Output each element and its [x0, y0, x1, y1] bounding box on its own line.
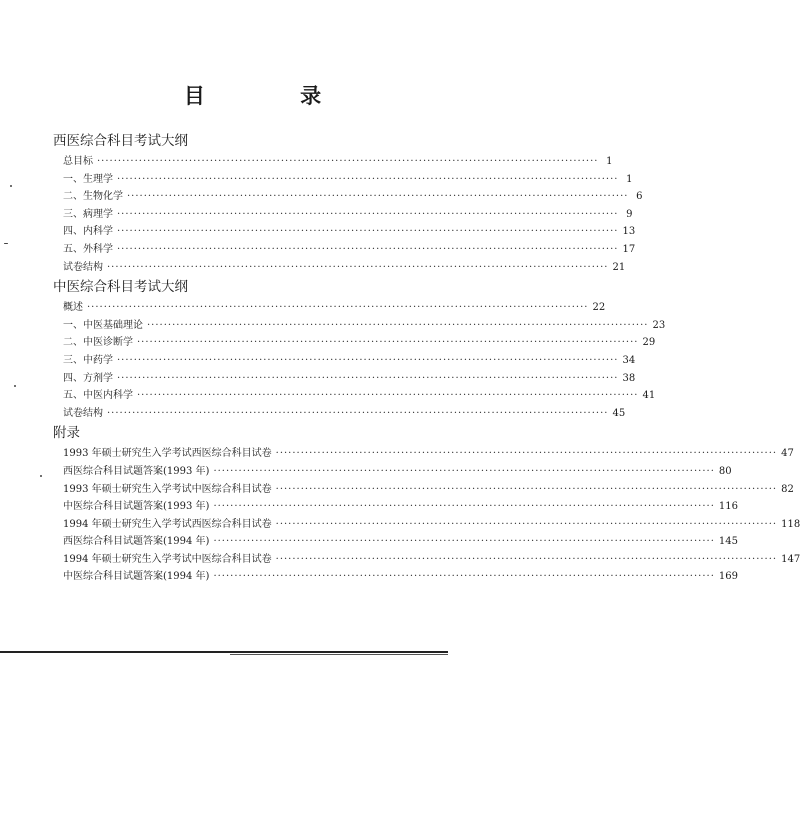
scan-speck [40, 475, 42, 477]
dot-leader: ························································································································ [213, 536, 715, 548]
scan-speck [14, 385, 16, 387]
dot-leader: ························································································································ [117, 354, 619, 366]
section-heading: 西医综合科目考试大纲 [53, 133, 188, 149]
toc-entry-label: 总目标 [63, 156, 93, 167]
dot-leader: ························································································································ [117, 243, 619, 255]
toc-entry [53, 481, 794, 499]
toc-entry-label: 二、中医诊断学 [63, 337, 133, 349]
toc-entry-label: 概述 [63, 302, 83, 314]
section-heading: 附录 [53, 425, 80, 442]
toc-entry-label: 1994 年硕士研究生入学考试西医综合科目试卷 [63, 518, 272, 530]
table-of-contents [53, 130, 800, 586]
toc-entry [53, 533, 738, 551]
toc-entry [53, 241, 636, 259]
toc-entry-label: 西医综合科目试题答案(1994 年) [63, 536, 210, 548]
dot-leader: ························································································································ [213, 501, 715, 513]
toc-entry [53, 299, 606, 317]
toc-entry [53, 387, 656, 405]
dot-leader: ························································································································ [97, 156, 599, 167]
dot-leader: ························································································································ [275, 518, 778, 530]
dot-leader: ························································································································ [117, 226, 619, 238]
toc-entry [53, 463, 732, 481]
toc-entry-label: 一、生理学 [63, 173, 113, 185]
dot-leader: ························································································································ [213, 571, 715, 583]
dot-leader: ························································································································ [107, 261, 609, 273]
toc-entry [53, 498, 738, 516]
dot-leader: ························································································································ [213, 465, 715, 477]
toc-entry-label: 西医综合科目试题答案(1993 年) [63, 465, 210, 477]
toc-entry-page: 82 [781, 483, 794, 495]
toc-entry-page: 34 [622, 354, 636, 366]
toc-entry-page: 169 [718, 571, 738, 583]
toc-entry [53, 317, 666, 335]
dot-leader: ························································································································ [117, 372, 619, 384]
scan-speck [10, 185, 12, 187]
toc-entry-label: 试卷结构 [63, 261, 103, 273]
dot-leader: ························································································································ [275, 553, 778, 565]
toc-entry-label: 五、中医内科学 [63, 390, 133, 402]
dot-leader: ························································································································ [117, 173, 619, 185]
toc-entry-page: 23 [652, 319, 666, 331]
page-title: 目 录 [183, 84, 366, 108]
toc-entry [53, 334, 656, 352]
toc-entry [53, 206, 633, 224]
toc-entry-page: 1 [626, 173, 633, 185]
toc-entry-page: 80 [718, 465, 732, 477]
section-heading: 中医综合科目考试大纲 [53, 279, 188, 296]
toc-entry [53, 223, 636, 241]
toc-entry-page: 116 [718, 501, 738, 513]
toc-entry [53, 370, 636, 388]
scan-speck [4, 243, 8, 244]
toc-entry-label: 四、内科学 [63, 226, 113, 238]
dot-leader: ························································································································ [137, 390, 639, 402]
bottom-rule [0, 651, 448, 653]
dot-leader: ························································································································ [87, 302, 589, 314]
toc-entry-page: 17 [622, 243, 636, 255]
toc-entry-label: 1993 年硕士研究生入学考试中医综合科目试卷 [63, 483, 272, 495]
toc-entry-label: 三、中药学 [63, 354, 113, 366]
toc-entry [53, 405, 626, 423]
dot-leader: ························································································································ [147, 319, 649, 331]
toc-entry-page: 41 [642, 390, 656, 402]
toc-entry-label: 试卷结构 [63, 407, 103, 419]
toc-entry-page: 38 [622, 372, 636, 384]
dot-leader: ························································································································ [275, 448, 778, 460]
toc-entry-label: 中医综合科目试题答案(1994 年) [63, 571, 210, 583]
toc-entry-page: 13 [622, 226, 636, 238]
toc-entry-page: 147 [781, 553, 800, 565]
toc-entry-label: 二、生物化学 [63, 191, 123, 203]
toc-entry-page: 1 [606, 156, 613, 167]
toc-entry-page: 6 [636, 191, 643, 203]
dot-leader: ························································································································ [117, 208, 619, 220]
toc-entry-label: 五、外科学 [63, 243, 113, 255]
toc-entry [53, 445, 794, 463]
dot-leader: ························································································································ [107, 407, 609, 419]
toc-entry-page: 29 [642, 337, 656, 349]
toc-entry-label: 四、方剂学 [63, 372, 113, 384]
toc-entry-page: 21 [612, 261, 626, 273]
toc-entry [53, 153, 613, 171]
toc-entry-page: 145 [718, 536, 738, 548]
toc-entry [53, 516, 800, 534]
toc-entry [53, 259, 626, 277]
toc-entry-page: 47 [781, 448, 794, 460]
dot-leader: ························································································································ [275, 483, 778, 495]
toc-entry-page: 45 [612, 407, 626, 419]
toc-entry-page: 118 [781, 518, 800, 530]
toc-entry-label: 三、病理学 [63, 208, 113, 220]
dot-leader: ························································································································ [127, 191, 629, 203]
toc-entry-label: 1994 年硕士研究生入学考试中医综合科目试卷 [63, 553, 272, 565]
toc-entry-label: 中医综合科目试题答案(1993 年) [63, 501, 210, 513]
toc-entry-label: 1993 年硕士研究生入学考试西医综合科目试卷 [63, 448, 272, 460]
toc-entry [53, 171, 633, 189]
toc-entry-page: 22 [592, 302, 606, 314]
toc-entry [53, 352, 636, 370]
toc-entry [53, 568, 738, 586]
toc-entry-page: 9 [626, 208, 633, 220]
toc-entry [53, 551, 800, 569]
toc-entry-label: 一、中医基础理论 [63, 319, 143, 331]
toc-entry [53, 188, 643, 206]
bottom-rule-thin [230, 654, 448, 655]
dot-leader: ························································································································ [137, 337, 639, 349]
